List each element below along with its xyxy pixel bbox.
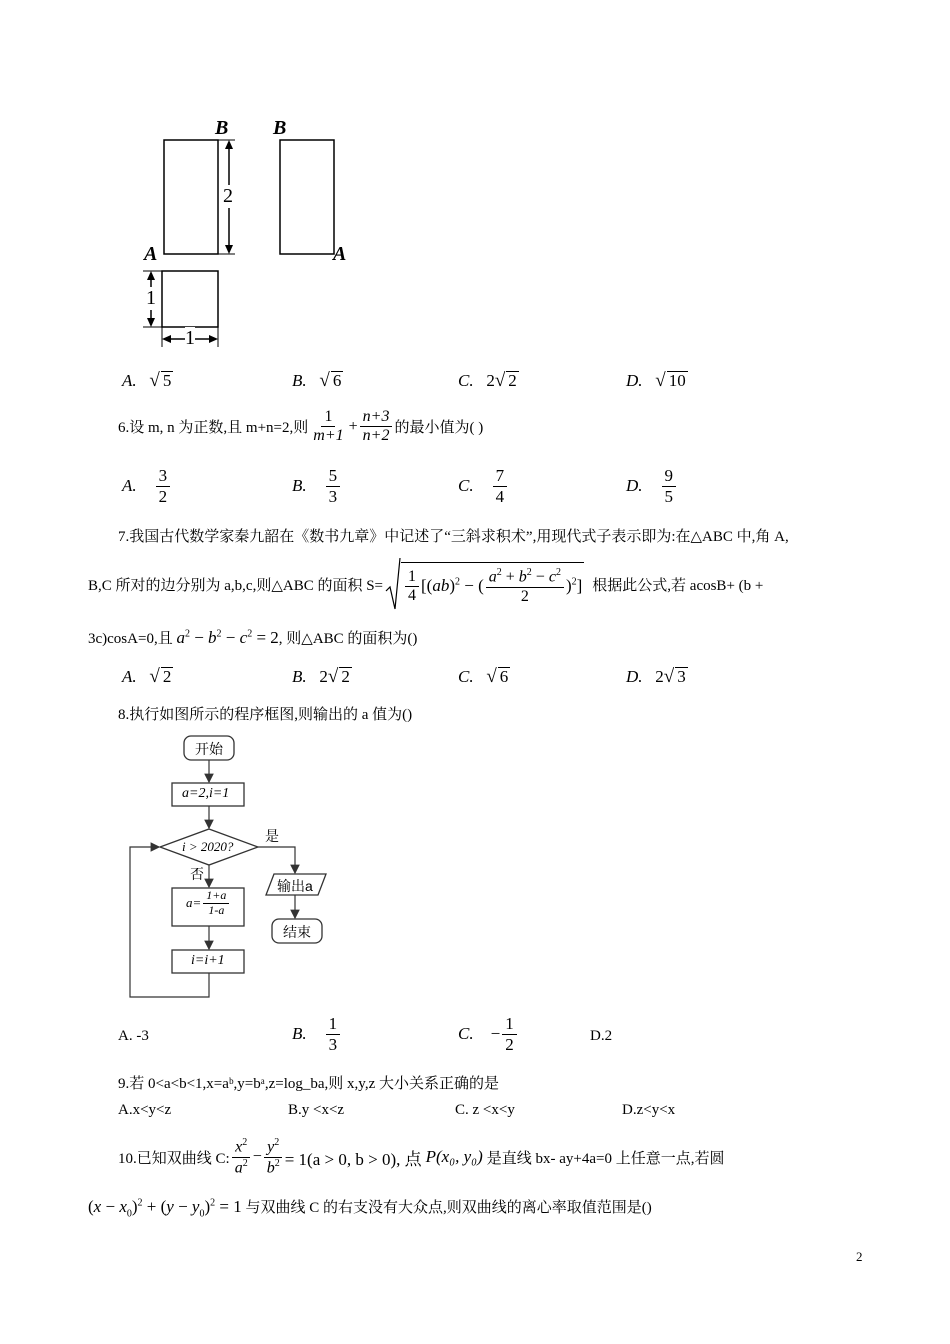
q5-option-b[interactable]: B. √ 6: [292, 370, 342, 391]
three-view-figure: [135, 115, 365, 355]
q7-condition: $a^2 - b^2 - c^2 = 2$: [176, 628, 279, 647]
q5-option-a[interactable]: A. √ 5: [122, 370, 172, 391]
label-b-side: B: [273, 117, 287, 139]
circle-equation: $(x - x_0)^2 + (y - y_0)^2 = 1$: [88, 1197, 242, 1220]
q9-option-c[interactable]: C. z <x<y: [455, 1102, 515, 1118]
three-view-svg: [135, 115, 365, 355]
q9-option-a[interactable]: A.x<y<z: [118, 1102, 172, 1118]
flowchart-svg: [120, 728, 360, 1008]
q5-option-c[interactable]: C. 2√ 2: [458, 370, 517, 391]
q10-line-2: $(x - x_0)^2 + (y - y_0)^2 = 1$ 与双曲线 C 的右支没有大众点,则双曲线的离心率取值范围是(): [88, 1197, 652, 1220]
q8-stem: 8.执行如图所示的程序框图,则输出的 a 值为(): [118, 707, 413, 723]
q7-option-a[interactable]: A. √ 2: [122, 666, 172, 687]
flowchart-condition: i > 2020?: [182, 839, 234, 854]
q6-stem: 6.设 m, n 为正数,且 m+n=2,则 $\frac{1}{m+1}$ + $\frac{n+3}{n+2}$ 的最小值为( ): [118, 408, 484, 445]
q9-option-b[interactable]: B.y <x<z: [288, 1102, 345, 1118]
flowchart-init: a=2,i=1: [182, 786, 230, 801]
label-a-front: A: [144, 243, 158, 265]
q6-option-d[interactable]: D. $\frac{9}{5}$: [626, 466, 678, 506]
flowchart-start: 开始: [195, 741, 223, 757]
flowchart-end: 结束: [283, 924, 311, 940]
flowchart-increment: i=i+1: [191, 953, 225, 968]
q7-option-d[interactable]: D. 2√ 3: [626, 666, 686, 687]
heron-formula: $\frac{1}{4}$ [(ab)$^2$ − ( $\frac{a^2 + b^2 - c^2}{2}$ )$^2$]: [385, 557, 584, 611]
flowchart-yes-label: 是: [265, 828, 279, 844]
q8-option-a[interactable]: A. -3: [118, 1028, 149, 1044]
q9-stem: 9.若 0<a<b<1,x=aᵇ,y=bᵃ,z=log_ba,则 x,y,z 大小关系正确的是: [118, 1076, 499, 1092]
q7-line-3: 3c)cosA=0,且 $a^2 - b^2 - c^2 = 2$, 则△ABC 的面积为(): [88, 628, 418, 647]
q5-option-d[interactable]: D. √ 10: [626, 370, 686, 391]
label-b-front: B: [215, 117, 229, 139]
flowchart-assign: a= $\frac{1+a}{1-a}$: [186, 889, 231, 918]
q7-line-2: B,C 所对的边分别为 a,b,c,则△ABC 的面积 S= $\frac{1}{4}$ [(ab)$^2$ − ( $\frac{a^2 + b^2 - c^2}{2}$ )$^2$] 根据此公式,若 acosB+ (b +: [88, 556, 763, 612]
q7-option-c[interactable]: C. √ 6: [458, 666, 509, 687]
q9-option-d[interactable]: D.z<y<x: [622, 1102, 676, 1118]
q6-option-b[interactable]: B. $\frac{5}{3}$: [292, 466, 342, 506]
q10-line-1: 10.已知双曲线 C: $\frac{x^2}{a^2}$ − $\frac{y^2}{b^2}$ = 1(a > 0, b > 0), 点 P(x₀, y₀) 是直线 bx- ay+4a=0 上任意一点,若圆: [118, 1136, 725, 1176]
q7-option-b[interactable]: B. 2√ 2: [292, 666, 350, 687]
q6-option-a[interactable]: A. $\frac{3}{2}$: [122, 466, 172, 506]
q6-option-c[interactable]: C. $\frac{7}{4}$: [458, 466, 509, 506]
flowchart-output: 输出a: [277, 878, 313, 894]
q8-option-b[interactable]: B. $\frac{1}{3}$: [292, 1014, 342, 1054]
dimension-1-horizontal-label: 1: [185, 327, 195, 349]
q8-option-d[interactable]: D.2: [590, 1028, 613, 1044]
flowchart: [120, 728, 360, 1008]
q8-option-c[interactable]: C. − $\frac{1}{2}$: [458, 1014, 519, 1054]
q7-line-1: 7.我国古代数学家秦九韶在《数书九章》中记述了“三斜求积术”,用现代式子表示即为:在△ABC 中,角 A,: [118, 529, 789, 545]
label-a-side: A: [333, 243, 347, 265]
flowchart-no-label: 否: [190, 866, 204, 882]
dimension-1-vertical-label: 1: [146, 287, 156, 309]
dimension-2-label: 2: [223, 185, 233, 207]
page-number: 2: [856, 1249, 863, 1264]
